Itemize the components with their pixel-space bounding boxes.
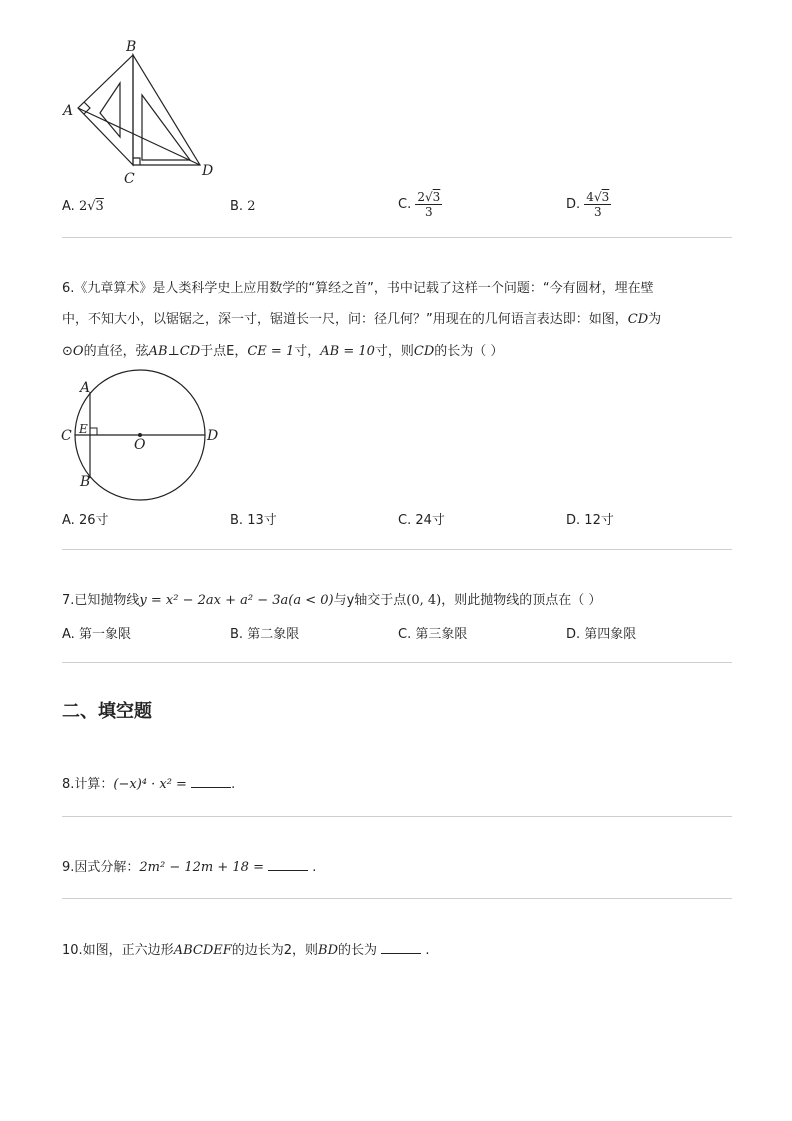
q6-figure xyxy=(58,365,228,505)
q5-figure xyxy=(60,35,230,185)
q5-option-c-letter: C. xyxy=(398,197,412,212)
divider xyxy=(62,898,732,899)
q10-stem: 10.如图，正六边形ABCDEF的边长为2，则BD的长为 . xyxy=(62,943,430,958)
q5-option-b-value: 2 xyxy=(247,199,256,214)
q10-answer-blank[interactable] xyxy=(381,941,421,954)
q6-label-b: B xyxy=(80,474,91,490)
q5-triangle-left xyxy=(78,55,133,165)
q6-option-a[interactable]: A. 26寸 xyxy=(62,513,109,528)
q5-inner-right xyxy=(142,95,190,160)
q9-answer-blank[interactable] xyxy=(268,858,308,871)
q6-label-d: D xyxy=(207,428,219,444)
q5-option-b-letter: B. xyxy=(230,199,244,214)
q6-line-1: 6.《九章算术》是人类科学史上应用数学的“算经之首”，书中记载了这样一个问题：“今有圆材，埋在壁 xyxy=(62,281,654,296)
q5-label-d: D xyxy=(202,163,214,179)
q5-option-a-value: 2√3 xyxy=(78,199,104,214)
q6-option-c[interactable]: C. 24寸 xyxy=(398,513,445,528)
q6-line-2: 中，不知大小，以锯锯之，深一寸，锯道长一尺，问：径几何？”用现在的几何语言表达即：如图，CD为 xyxy=(62,312,662,327)
q5-triangle-right xyxy=(133,55,200,165)
q7-stem: 7.已知抛物线y = x² − 2ax + a² − 3a(a < 0)与y轴交于点(0, 4)，则此抛物线的顶点在（ ） xyxy=(62,593,602,608)
q5-option-a-letter: A. xyxy=(62,199,75,214)
divider xyxy=(62,662,732,663)
q6-option-b[interactable]: B. 13寸 xyxy=(230,513,277,528)
q5-option-d[interactable] xyxy=(566,190,611,219)
q5-label-b: B xyxy=(126,39,137,55)
q5-inner-left xyxy=(100,83,120,137)
q5-option-d-letter: D. xyxy=(566,197,581,212)
q7-option-a[interactable]: A. 第一象限 xyxy=(62,627,131,642)
q8-answer-blank[interactable] xyxy=(191,775,231,788)
q7-option-c[interactable]: C. 第三象限 xyxy=(398,627,468,642)
q6-label-a: A xyxy=(80,380,91,396)
divider xyxy=(62,237,732,238)
q7-option-b[interactable]: B. 第二象限 xyxy=(230,627,300,642)
q5-option-c[interactable] xyxy=(398,190,442,219)
q7-option-d[interactable]: D. 第四象限 xyxy=(566,627,637,642)
q5-label-c: C xyxy=(124,171,135,185)
section-title: 二、填空题 xyxy=(62,701,152,722)
q5-line-ad xyxy=(78,108,200,165)
q5-option-a[interactable] xyxy=(62,199,104,214)
q5-option-d-fraction: $\frac{4√3}{3}$ xyxy=(586,190,610,219)
q6-label-o: O xyxy=(134,437,146,453)
q5-right-angle-c xyxy=(133,158,140,165)
q5-option-c-fraction: $\frac{2√3}{3}$ xyxy=(417,190,441,219)
divider xyxy=(62,816,732,817)
q5-option-b[interactable] xyxy=(230,199,255,214)
divider xyxy=(62,549,732,550)
q6-right-angle xyxy=(90,428,97,435)
q6-option-d[interactable]: D. 12寸 xyxy=(566,513,614,528)
q5-label-a: A xyxy=(63,103,74,119)
q6-label-e: E xyxy=(79,422,88,436)
q6-label-c: C xyxy=(61,428,72,444)
q9-stem: 9.因式分解：2m² − 12m + 18 = . xyxy=(62,860,317,875)
q8-stem: 8.计算：(−x)⁴ · x² = . xyxy=(62,777,236,792)
q6-line-3: ⊙O的直径，弦AB⊥CD于点E，CE = 1寸，AB = 10寸，则CD的长为（ ） xyxy=(62,344,504,359)
